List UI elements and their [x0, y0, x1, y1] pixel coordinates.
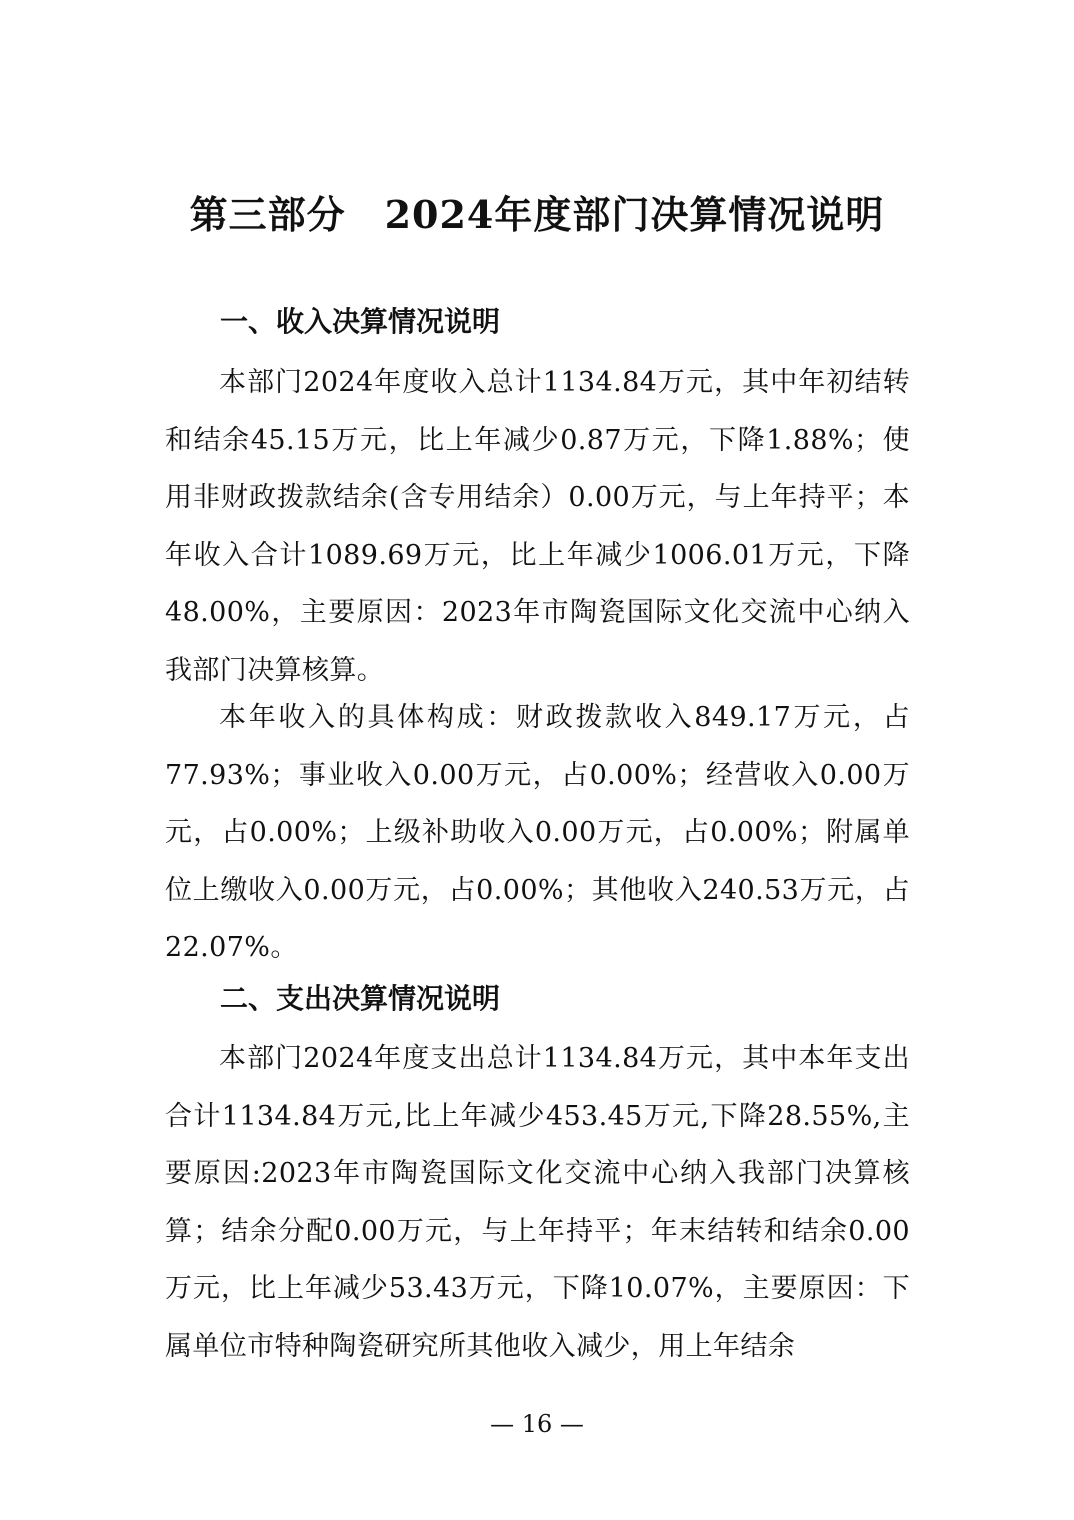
- page-number: — 16 —: [490, 1410, 584, 1438]
- section-heading-income: 一、收入决算情况说明: [220, 305, 501, 338]
- section-heading-expenditure: 二、支出决算情况说明: [220, 982, 501, 1015]
- expenditure-paragraph-1: 本部门2024年度支出总计1134.84万元，其中本年支出合计1134.84万元,比上年减少453.45万元,下降28.55%,主要原因:2023年市陶瓷国际文化交流中心纳入我部门决算核算；结余分配0.00万元，与上年持平；年末结转和结余0.00万元，比上年减少53.43万元，下降10.07%，主要原因：下属单位市特种陶瓷研究所其他收入减少，用上年结余: [165, 1043, 910, 1362]
- income-paragraph-2: 本年收入的具体构成：财政拨款收入849.17万元，占77.93%；事业收入0.00万元，占0.00%；经营收入0.00万元，占0.00%；上级补助收入0.00万元，占0.00%；附属单位上缴收入0.00万元，占0.00%；其他收入240.53万元，占22.07%。: [165, 702, 910, 963]
- income-paragraph-1: 本部门2024年度收入总计1134.84万元，其中年初结转和结余45.15万元，比上年减少0.87万元，下降1.88%；使用非财政拨款结余(含专用结余）0.00万元，与上年持平；本年收入合计1089.69万元，比上年减少1006.01万元，下降48.00%，主要原因：2023年市陶瓷国际文化交流中心纳入我部门决算核算。: [165, 367, 910, 686]
- page-title: 第三部分 2024年度部门决算情况说明: [189, 192, 885, 237]
